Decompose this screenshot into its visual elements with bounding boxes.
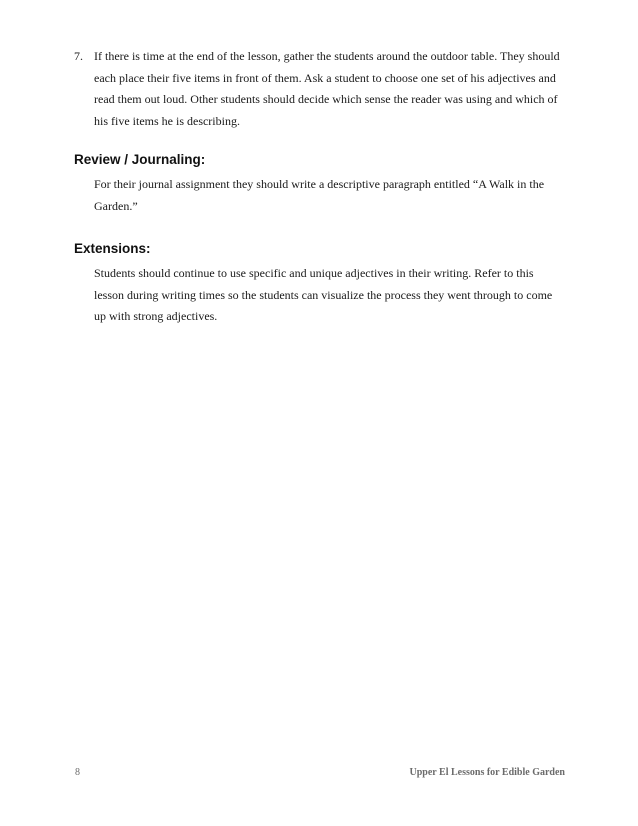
numbered-step [74,46,574,132]
step-number: 7. [74,49,83,63]
extensions-heading: Extensions: [74,241,151,256]
review-journaling-body: For their journal assignment they should write a descriptive paragraph entitled “A Walk in the Garden.” [94,177,545,213]
extensions-body: Students should continue to use specific and unique adjectives in their writing. Refer to this lesson during writing times so the students can visualize the process they went through to come up with strong adjectives. [94,266,553,323]
step-text: If there is time at the end of the lesson, gather the students around the outdoor table. They should each place their five items in front of them. Ask a student to choose one set of his adjectives and read them out loud. Other students should decide which sense the reader was using and which of his five items he is describing. [94,49,560,128]
review-journaling-heading: Review / Journaling: [74,152,206,167]
extensions-section [74,240,574,328]
footer-page-number: 8 [75,767,80,778]
review-journaling-section [74,151,574,217]
footer-title: Upper El Lessons for Edible Garden [409,767,565,778]
